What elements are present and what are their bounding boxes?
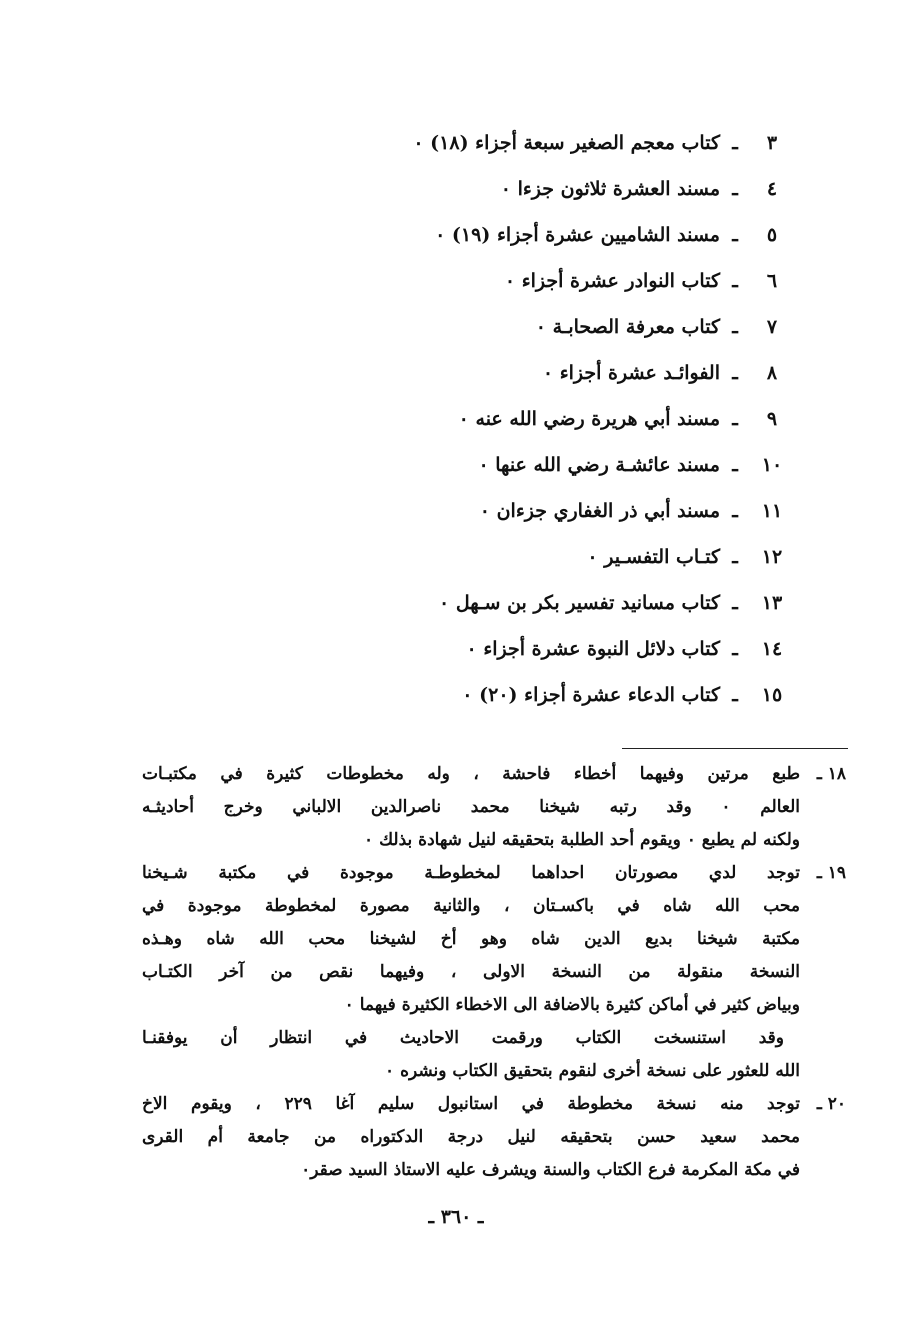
footnotes: [142, 758, 846, 1187]
footnote-line: وبياض كثير في أماكن كثيرة بالاضافة الى الاخطاء الكثيرة فيهما ٠: [344, 995, 800, 1015]
item-dash: ـ: [732, 270, 738, 292]
item-dash: ـ: [732, 224, 738, 246]
item-dash: ـ: [732, 546, 738, 568]
list-item: [234, 270, 794, 316]
item-text: كتاب النوادر عشرة أجزاء ٠: [504, 270, 720, 292]
item-text: مسند أبي هريرة رضي الله عنه ٠: [458, 408, 720, 430]
footnote: [142, 1088, 846, 1187]
item-dash: ـ: [732, 408, 738, 430]
item-number: ٥: [766, 224, 778, 246]
footnote-line: مكتبة شيخنا بديع الدين شاه وهو أخ لشيخنا محب الله شاه وهـذه: [142, 929, 800, 949]
item-dash: ـ: [732, 316, 738, 338]
item-dash: ـ: [732, 454, 738, 476]
item-dash: ـ: [732, 132, 738, 154]
footnote-divider: [622, 748, 848, 749]
item-text: كتاب مسانيد تفسير بكر بن سـهل ٠: [439, 592, 720, 614]
list-item: [234, 178, 794, 224]
item-text: كتـاب التفسـير ٠: [587, 546, 720, 568]
item-dash: ـ: [732, 178, 738, 200]
list-item: [234, 638, 794, 684]
item-dash: ـ: [732, 592, 738, 614]
item-text: كتاب دلائل النبوة عشرة أجزاء ٠: [466, 638, 720, 660]
item-number: ٨: [766, 362, 778, 384]
item-text: كتاب معجم الصغير سبعة أجزاء (١٨) ٠: [413, 132, 720, 154]
item-dash: ـ: [732, 500, 738, 522]
footnote-line: النسخة منقولة من النسخة الاولى ، وفيهما نقص من آخر الكتـاب: [142, 962, 800, 982]
item-number: ١١: [761, 500, 783, 522]
footnote-line: توجد منه نسخة مخطوطة في استانبول سليم آغا ٢٢٩ ، ويقوم الاخ: [142, 1094, 801, 1114]
footnote-number: ١٨ ـ: [816, 764, 846, 784]
item-number: ١٥: [761, 684, 783, 706]
list-item: [234, 224, 794, 270]
item-number: ١٠: [761, 454, 783, 476]
item-text: مسند عائشـة رضي الله عنها ٠: [478, 454, 720, 476]
footnote-line: وقد استنسخت الكتاب ورقمت الاحاديث في انتظار أن يوفقنـا: [142, 1028, 784, 1048]
page-number: ـ ٣٦٠ ـ: [428, 1206, 484, 1228]
footnote-line: العالم ٠ وقد رتبه شيخنا محمد ناصرالدين الالباني وخرج أحاديثـه: [142, 797, 801, 817]
footnote-line: توجد لدي مصورتان احداهما لمخطوطـة موجودة في مكتبة شـيخنا: [142, 863, 800, 883]
list-item: [234, 546, 794, 592]
item-text: مسند الشاميين عشرة أجزاء (١٩) ٠: [435, 224, 720, 246]
list-item: [234, 592, 794, 638]
item-number: ٤: [766, 178, 778, 200]
list-item: [234, 362, 794, 408]
item-number: ٩: [766, 408, 778, 430]
list-item: [234, 454, 794, 500]
list-item: [234, 408, 794, 454]
list-item: [234, 316, 794, 362]
item-number: ٦: [766, 270, 778, 292]
footnote-text: [142, 857, 800, 1088]
item-text: كتاب الدعاء عشرة أجزاء (٢٠) ٠: [462, 684, 720, 706]
list-item: [234, 684, 794, 730]
item-number: ٣: [766, 132, 778, 154]
footnote-text: [142, 1088, 800, 1187]
book-list: [234, 132, 794, 730]
footnote-number: ١٩ ـ: [816, 863, 846, 883]
item-dash: ـ: [732, 684, 738, 706]
footnote-text: [142, 758, 800, 857]
footnote-line: طبع مرتين وفيهما أخطاء فاحشة ، وله مخطوطات كثيرة في مكتبـات: [142, 764, 800, 784]
item-number: ٧: [766, 316, 778, 338]
item-text: الفوائـد عشرة أجزاء ٠: [542, 362, 720, 384]
item-dash: ـ: [732, 362, 738, 384]
footnote-line: ولكنه لم يطبع ٠ ويقوم أحد الطلبة بتحقيقه لنيل شهادة بذلك ٠: [364, 830, 800, 850]
footnote: [142, 857, 846, 1088]
item-number: ١٣: [761, 592, 783, 614]
list-item: [234, 500, 794, 546]
footnote-line: في مكة المكرمة فرع الكتاب والسنة ويشرف عليه الاستاذ السيد صقر٠: [301, 1160, 800, 1180]
item-text: كتاب معرفة الصحابـة ٠: [535, 316, 720, 338]
item-number: ١٢: [761, 546, 783, 568]
item-text: مسند العشرة ثلاثون جزءا ٠: [500, 178, 720, 200]
list-item: [234, 132, 794, 178]
item-number: ١٤: [761, 638, 783, 660]
item-dash: ـ: [732, 638, 738, 660]
item-text: مسند أبي ذر الغفاري جزءان ٠: [479, 500, 720, 522]
footnote: [142, 758, 846, 857]
footnote-line: الله للعثور على نسخة أخرى لنقوم بتحقيق الكتاب ونشره ٠: [385, 1061, 800, 1081]
footnote-line: محب الله شاه في باكسـتان ، والثانية مصورة لمخطوطة موجودة في: [142, 896, 800, 916]
footnote-line: محمد سعيد حسن بتحقيقه لنيل درجة الدكتوراه من جامعة أم القرى: [142, 1127, 800, 1147]
footnote-number: ٢٠ ـ: [816, 1094, 846, 1114]
